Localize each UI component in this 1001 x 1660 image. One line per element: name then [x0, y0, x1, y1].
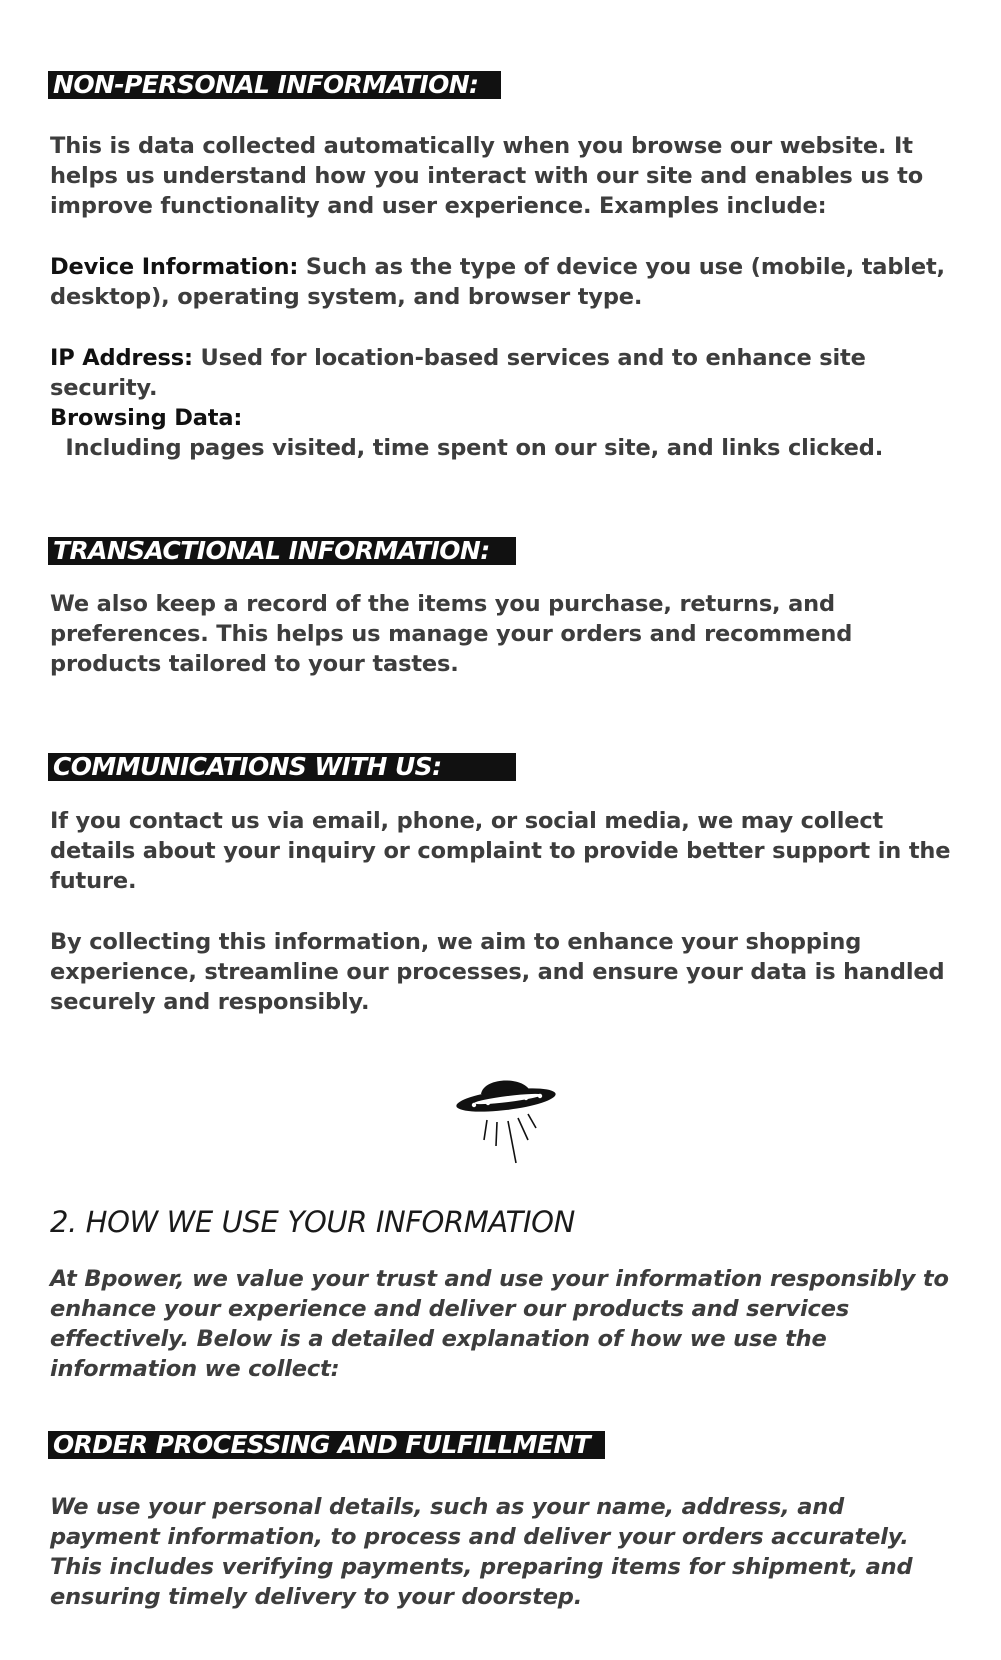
ip-address-text: Used for location-based services and to enhance site security. — [50, 345, 866, 401]
device-info-term: Device Information: — [50, 254, 299, 280]
section-banner-non-personal: NON-PERSONAL INFORMATION: — [48, 71, 501, 99]
order-processing-body: We use your personal details, such as your name, address, and payment information, to process and deliver your orders accurately. This includes verifying payments, preparing items for shipment, and ensuring timely delivery to your doorstep. — [50, 1494, 913, 1610]
communications-body-1: If you contact us via email, phone, or social media, we may collect details about your inquiry or complaint to provide better support in the future. — [50, 808, 951, 894]
section-banner-order-processing: ORDER PROCESSING AND FULFILLMENT — [48, 1431, 605, 1459]
section-banner-transactional: TRANSACTIONAL INFORMATION: — [48, 537, 516, 565]
section-banner-communications: COMMUNICATIONS WITH US: — [48, 753, 516, 781]
ip-address-term: IP Address: — [50, 345, 193, 371]
communications-body-2: By collecting this information, we aim to enhance your shopping experience, streamline our processes, and ensure your data is handled securely and responsibly. — [50, 929, 945, 1015]
device-info-item — [50, 252, 960, 312]
non-personal-intro: This is data collected automatically when you browse our website. It helps us understand how you interact with our site and enables us to improve functionality and user experience. Examples include: — [50, 133, 924, 219]
browsing-data-term: Browsing Data: — [50, 405, 243, 431]
section-heading-how-we-use: 2. HOW WE USE YOUR INFORMATION — [50, 1205, 575, 1239]
transactional-body: We also keep a record of the items you purchase, returns, and preferences. This helps us manage your orders and recommend products tailored to your tastes. — [50, 591, 853, 677]
browsing-data-item — [50, 403, 960, 463]
how-we-use-intro: At Bpower, we value your trust and use your information responsibly to enhance your experience and deliver our products and services effectively. Below is a detailed explanation of how we use the information we collect: — [50, 1266, 949, 1382]
ufo-icon — [454, 1072, 558, 1166]
device-info-text: Such as the type of device you use (mobile, tablet, desktop), operating system, and browser type. — [50, 254, 945, 310]
browsing-data-text: Including pages visited, time spent on our site, and links clicked. — [50, 435, 884, 461]
ip-address-item — [50, 343, 960, 403]
